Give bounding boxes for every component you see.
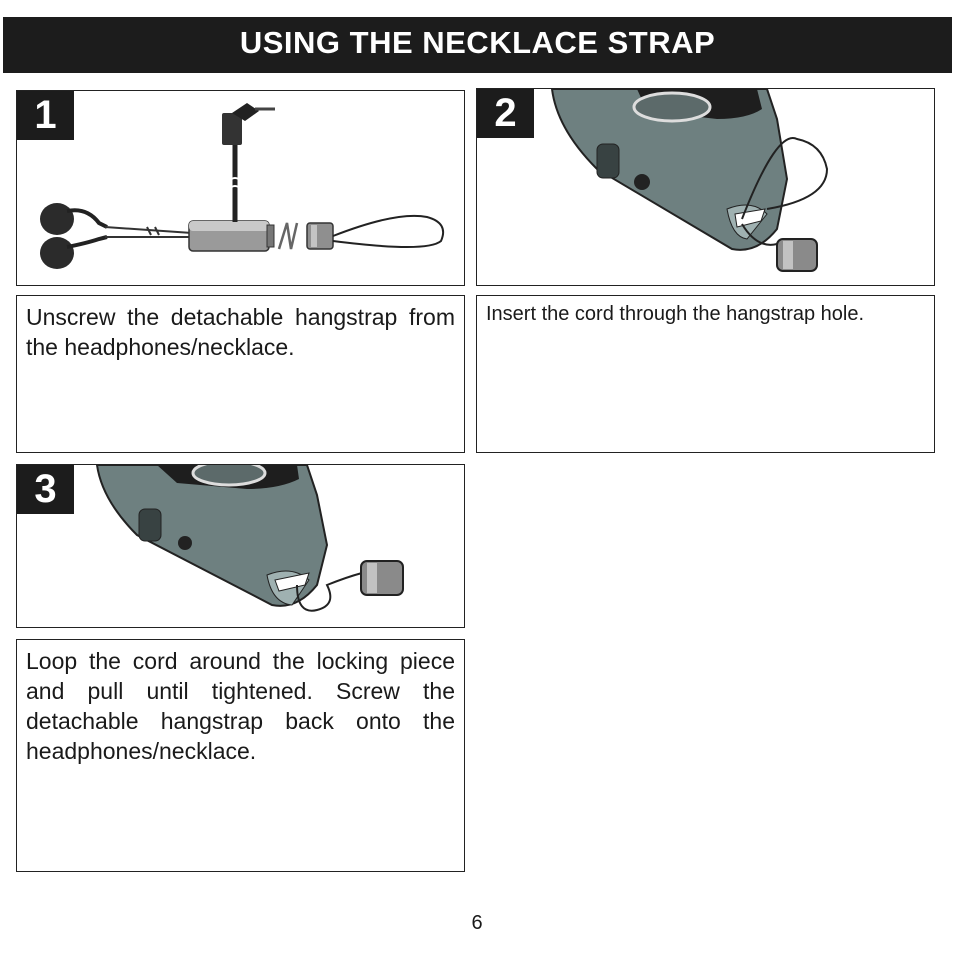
step-1-text: Unscrew the detachable hangstrap from the headphones/necklace. — [26, 304, 455, 360]
step-2-text: Insert the cord through the hangstrap hole. — [486, 303, 865, 325]
player-cord-loop-illustration — [17, 465, 465, 628]
step-2-description — [476, 295, 935, 453]
player-cord-insert-illustration — [477, 89, 935, 286]
page-title: USING THE NECKLACE STRAP — [3, 17, 952, 73]
step-1-description — [16, 295, 465, 453]
page-number: 6 — [471, 912, 483, 934]
step-3-text: Loop the cord around the locking piece and pull until tightened. Screw the detachable hangstrap back onto the headphones/necklace. — [26, 648, 455, 764]
step-3-illustration — [16, 464, 465, 628]
headphones-necklace-illustration — [17, 91, 465, 286]
step-1-illustration — [16, 90, 465, 286]
step-2-number: 2 — [477, 89, 534, 138]
step-3-number: 3 — [17, 465, 74, 514]
step-2-illustration — [476, 88, 935, 286]
step-1-number: 1 — [17, 91, 74, 140]
step-3-description — [16, 639, 465, 872]
